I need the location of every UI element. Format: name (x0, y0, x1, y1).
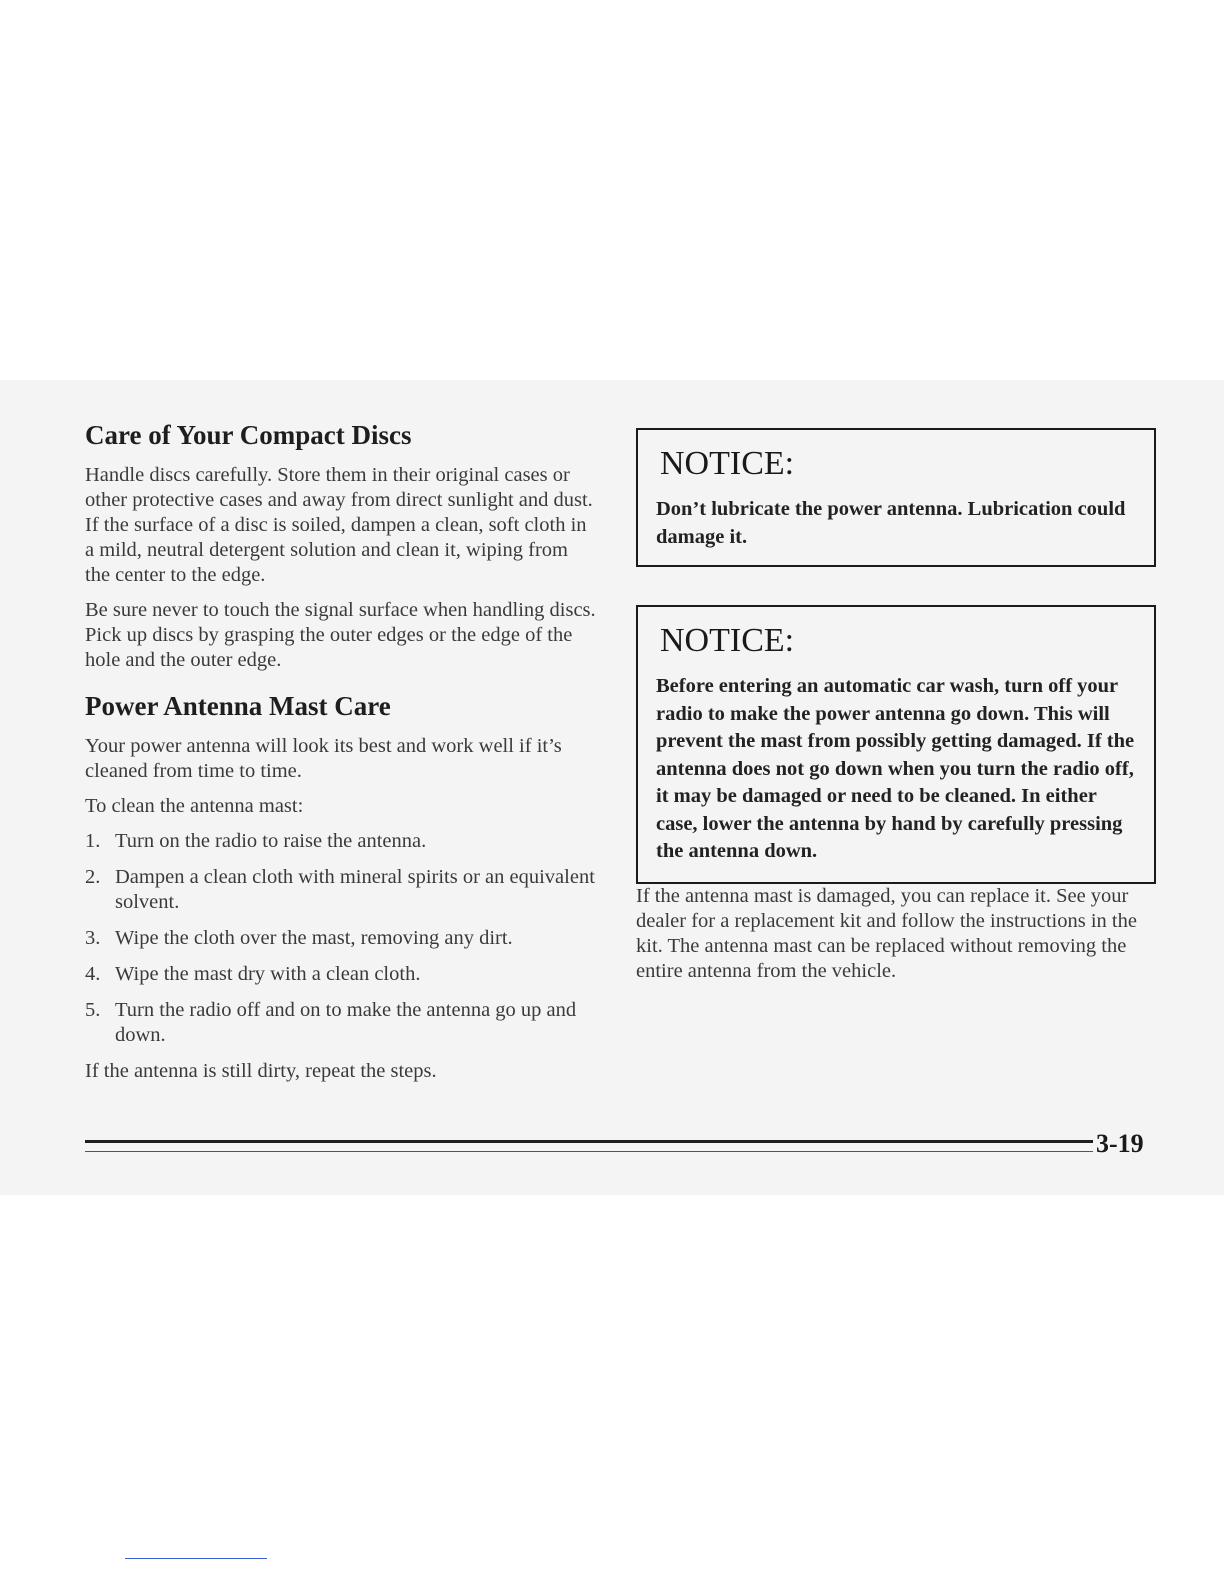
step-number: 3. (85, 927, 101, 950)
step-number: 1. (85, 830, 101, 853)
step-text: Dampen a clean cloth with mineral spirits or an equivalent solvent. (115, 866, 595, 914)
paragraph: Be sure never to touch the signal surface when handling discs. Pick up discs by grasping the outer edges or the edge of the hole and the outer edge. (85, 599, 596, 672)
right-column (636, 428, 1156, 994)
step-number: 2. (85, 866, 101, 889)
section-heading-compact-discs: Care of Your Compact Discs (85, 420, 412, 450)
notice-text: Before entering an automatic car wash, turn off your radio to make the power antenna go down. This will prevent the mast from possibly getting damaged. If the antenna does not go down when you turn the radio off, it may be damaged or need to be cleaned. In either case, lower the antenna by hand by carefully pressing the antenna down. (656, 675, 1135, 862)
cleaning-steps-list (85, 829, 597, 1048)
paragraph: If the antenna is still dirty, repeat the steps. (85, 1060, 437, 1083)
notice-box (636, 428, 1156, 567)
left-column (85, 420, 597, 1094)
section-heading-antenna-care: Power Antenna Mast Care (85, 691, 391, 722)
paragraph: Your power antenna will look its best and work well if it’s cleaned from time to time. (85, 735, 562, 783)
list-item (85, 829, 597, 854)
list-item (85, 865, 597, 915)
notice-title: NOTICE: (660, 622, 795, 659)
notice-box (636, 605, 1156, 884)
step-text: Wipe the cloth over the mast, removing any dirt. (115, 927, 513, 950)
footer-rule (85, 1140, 1093, 1143)
footer-rule-thin (85, 1151, 1093, 1152)
step-text: Turn on the radio to raise the antenna. (115, 830, 427, 853)
notice-text: Don’t lubricate the power antenna. Lubrication could damage it. (656, 498, 1126, 548)
list-item (85, 926, 597, 951)
step-text: Wipe the mast dry with a clean cloth. (115, 963, 421, 986)
step-text: Turn the radio off and on to make the antenna go up and down. (115, 999, 577, 1047)
list-item (85, 962, 597, 987)
step-number: 5. (85, 999, 101, 1022)
paragraph: If the antenna mast is damaged, you can replace it. See your dealer for a replacement kit and follow the instructions in the kit. The antenna mast can be replaced without removing the entire antenna from the vehicle. (636, 884, 1137, 982)
list-item (85, 998, 597, 1048)
step-number: 4. (85, 963, 101, 986)
bottom-link-underline (125, 1558, 267, 1559)
paragraph: Handle discs carefully. Store them in their original cases or other protective cases and away from direct sunlight and dust. If the surface of a disc is soiled, dampen a clean, soft cloth in a mild, neutral detergent solution and clean it, wiping from the center to the edge. (85, 464, 593, 587)
notice-title: NOTICE: (660, 445, 795, 482)
page-number: 3-19 (1096, 1129, 1144, 1158)
paragraph: To clean the antenna mast: (85, 795, 304, 818)
